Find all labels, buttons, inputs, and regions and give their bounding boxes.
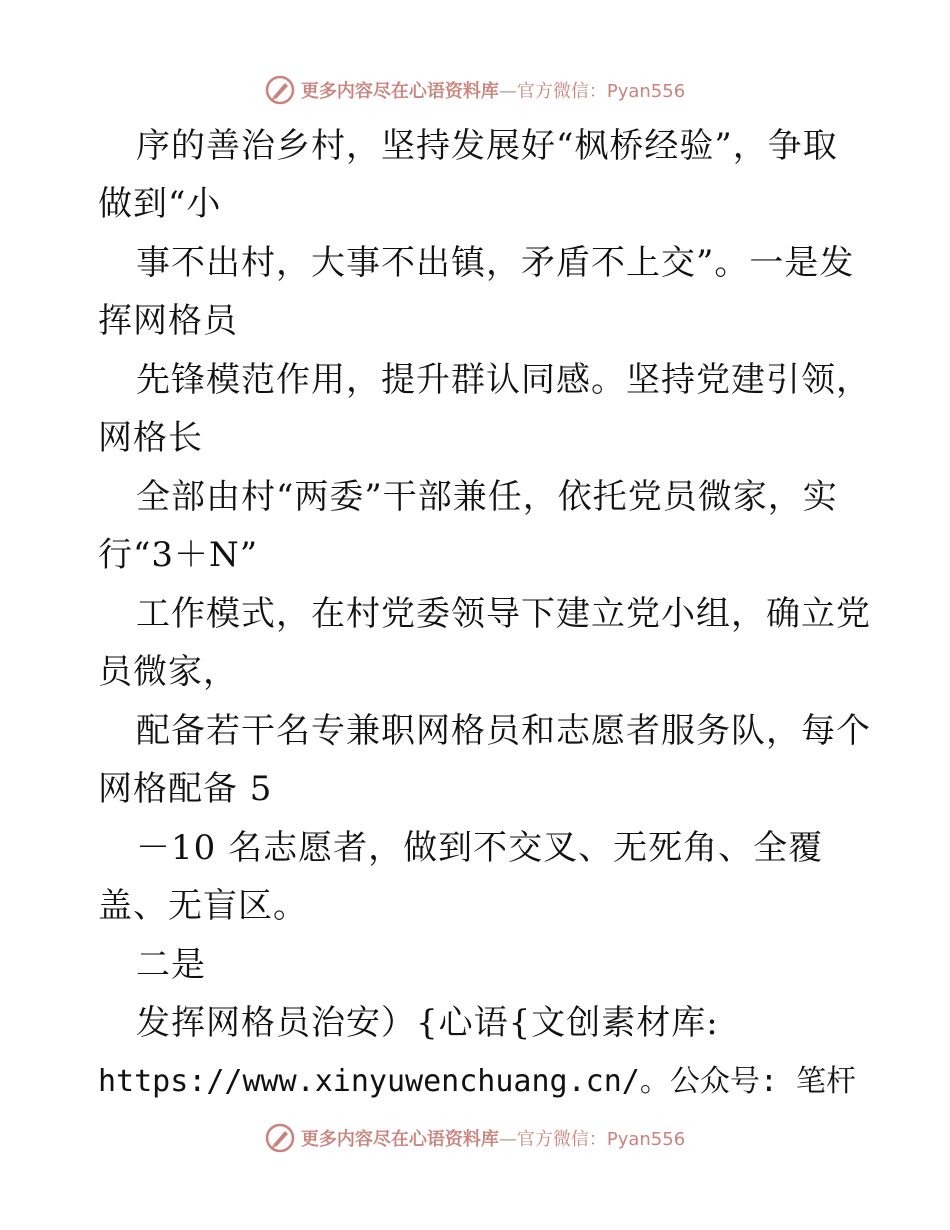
- text-line: 发挥网格员治安）{心语{文创素材库:: [136, 1003, 719, 1043]
- text-line: 网格配备 5: [98, 769, 273, 809]
- watermark-main: 更多内容尽在心语资料库: [300, 1129, 499, 1150]
- watermark-wechat: 官方微信：: [516, 1129, 607, 1150]
- text-line: 员微家，: [98, 652, 238, 692]
- watermark-text: [301, 1125, 685, 1151]
- watermark-dash: —: [498, 1129, 517, 1150]
- watermark-dash: —: [498, 81, 517, 102]
- watermark-main: 更多内容尽在心语资料库: [300, 81, 499, 102]
- text-line: －10 名志愿者，做到不交叉、无死角、全覆: [136, 828, 824, 868]
- text-line: 配备若干名专兼职网格员和志愿者服务队，每个: [136, 711, 871, 751]
- header-watermark: [0, 70, 950, 110]
- text-line: 挥网格员: [98, 301, 238, 341]
- text-line: 工作模式，在村党委领导下建立党小组，确立党: [136, 594, 871, 634]
- footer-watermark: [0, 1118, 950, 1158]
- watermark-wechat: 官方微信：: [516, 81, 607, 102]
- text-line: 全部由村“两委”干部兼任，依托党员微家，实: [136, 477, 838, 517]
- quill-logo-icon: [265, 75, 295, 105]
- text-line: 盖、无盲区。: [98, 886, 308, 926]
- text-line: 做到“小: [98, 184, 222, 224]
- text-line: 序的善治乡村，坚持发展好“枫桥经验”，争取: [136, 126, 838, 166]
- text-line: 先锋模范作用，提升群认同感。坚持党建引领，: [136, 360, 871, 400]
- text-line: 事不出村，大事不出镇，矛盾不上交”。一是发: [136, 243, 855, 283]
- quill-logo-icon: [265, 1123, 295, 1153]
- text-line-url: https://www.xinyuwenchuang.cn/。公众号: 笔杆: [98, 1064, 856, 1099]
- text-line: 网格长: [98, 418, 203, 458]
- watermark-id: Pyan556: [606, 81, 686, 102]
- watermark-text: [301, 77, 685, 103]
- watermark-id: Pyan556: [606, 1129, 686, 1150]
- text-line: 二是: [136, 945, 206, 985]
- text-line: 行“3＋N”: [98, 535, 259, 575]
